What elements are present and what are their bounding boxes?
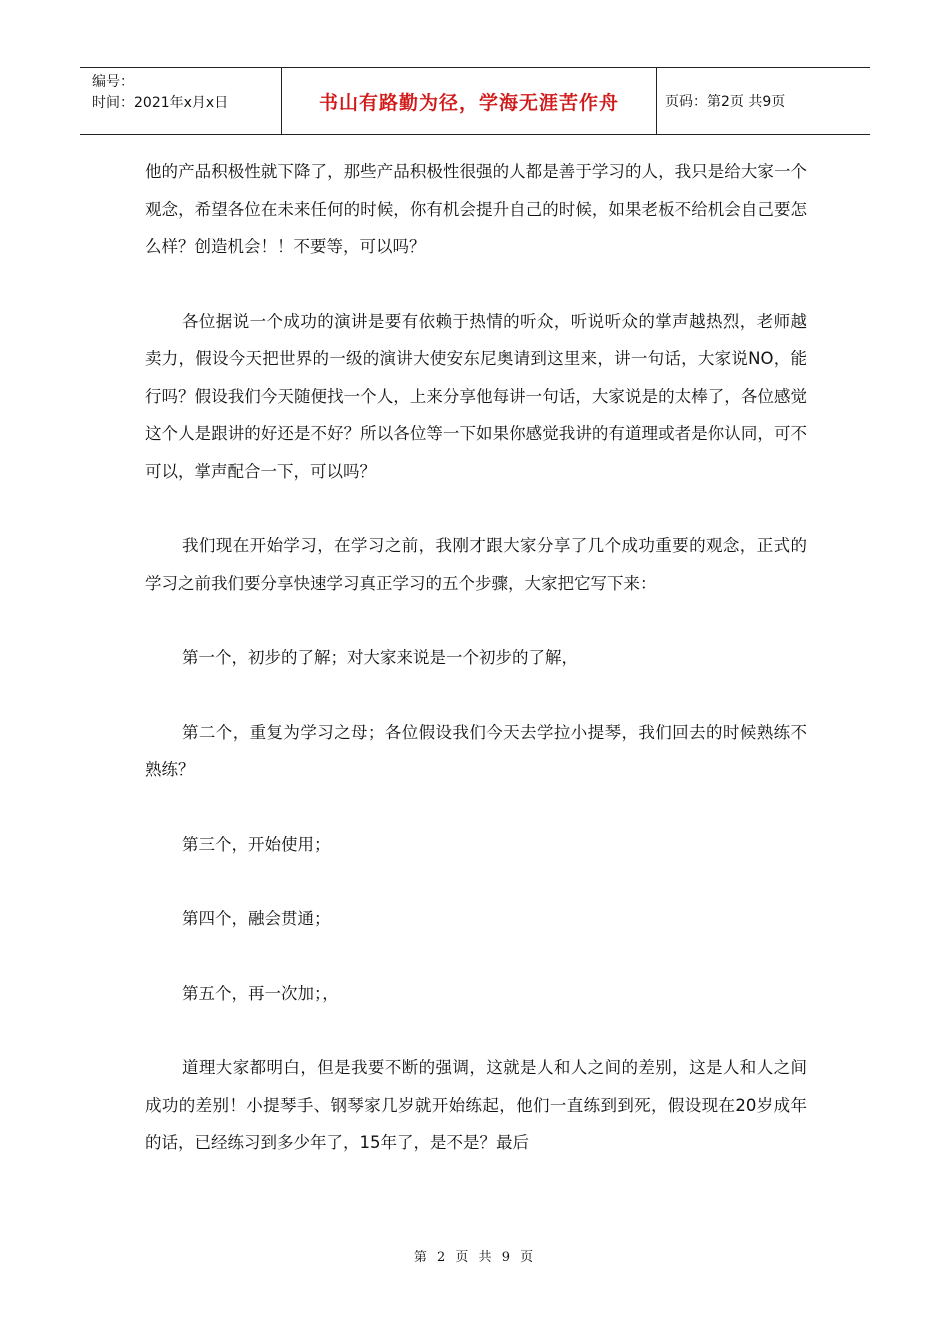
paragraph-4: 第一个，初步的了解；对大家来说是一个初步的了解， — [182, 648, 578, 667]
paragraph-5: 第二个，重复为学习之母；各位假设我们今天去学拉小提琴，我们回去的时候熟练不熟练？ — [145, 722, 807, 779]
page-footer: 第 2 页 共 9 页 — [413, 1250, 537, 1265]
page-header — [80, 67, 870, 135]
document-number-label: 编号： — [92, 74, 134, 90]
header-page-info: 页码：第2页 共9页 — [665, 94, 786, 110]
document-body — [145, 153, 807, 1162]
paragraph-3: 我们现在开始学习，在学习之前，我刚才跟大家分享了几个成功重要的观念，正式的学习之前我们要分享快速学习真正学习的五个步骤，大家把它写下来： — [145, 536, 807, 593]
paragraph-7: 第四个，融会贯通； — [182, 909, 331, 928]
paragraph-1: 他的产品积极性就下降了，那些产品积极性很强的人都是善于学习的人，我只是给大家一个观念，希望各位在未来任何的时候，你有机会提升自己的时候，如果老板不给机会自己要怎么样？创造机会！！不要等，可以吗？ — [145, 162, 807, 256]
paragraph-2: 各位据说一个成功的演讲是要有依赖于热情的听众，听说听众的掌声越热烈，老师越卖力，假设今天把世界的一级的演讲大使安东尼奥请到这里来，讲一句话，大家说NO，能行吗？假设我们今天随便找一个人，上来分享他每讲一句话，大家说是的太棒了，各位感觉这个人是跟讲的好还是不好？所以各位等一下如果你感觉我讲的有道理或者是你认同，可不可以，掌声配合一下，可以吗？ — [145, 311, 807, 481]
header-meta — [80, 68, 282, 134]
paragraph-8: 第五个，再一次加；， — [182, 983, 339, 1003]
document-time-label: 时间：2021年x月x日 — [92, 95, 229, 111]
paragraph-6: 第三个，开始使用； — [182, 834, 331, 854]
paragraph-9: 道理大家都明白，但是我要不断的强调，这就是人和人之间的差别，这是人和人之间成功的差别！小提琴手、钢琴家几岁就开始练起，他们一直练到到死，假设现在20岁成年的话，已经练习到多少年了，15年了，是不是？最后 — [145, 1058, 807, 1152]
header-motto: 书山有路勤为径，学海无涯苦作舟 — [282, 68, 657, 134]
